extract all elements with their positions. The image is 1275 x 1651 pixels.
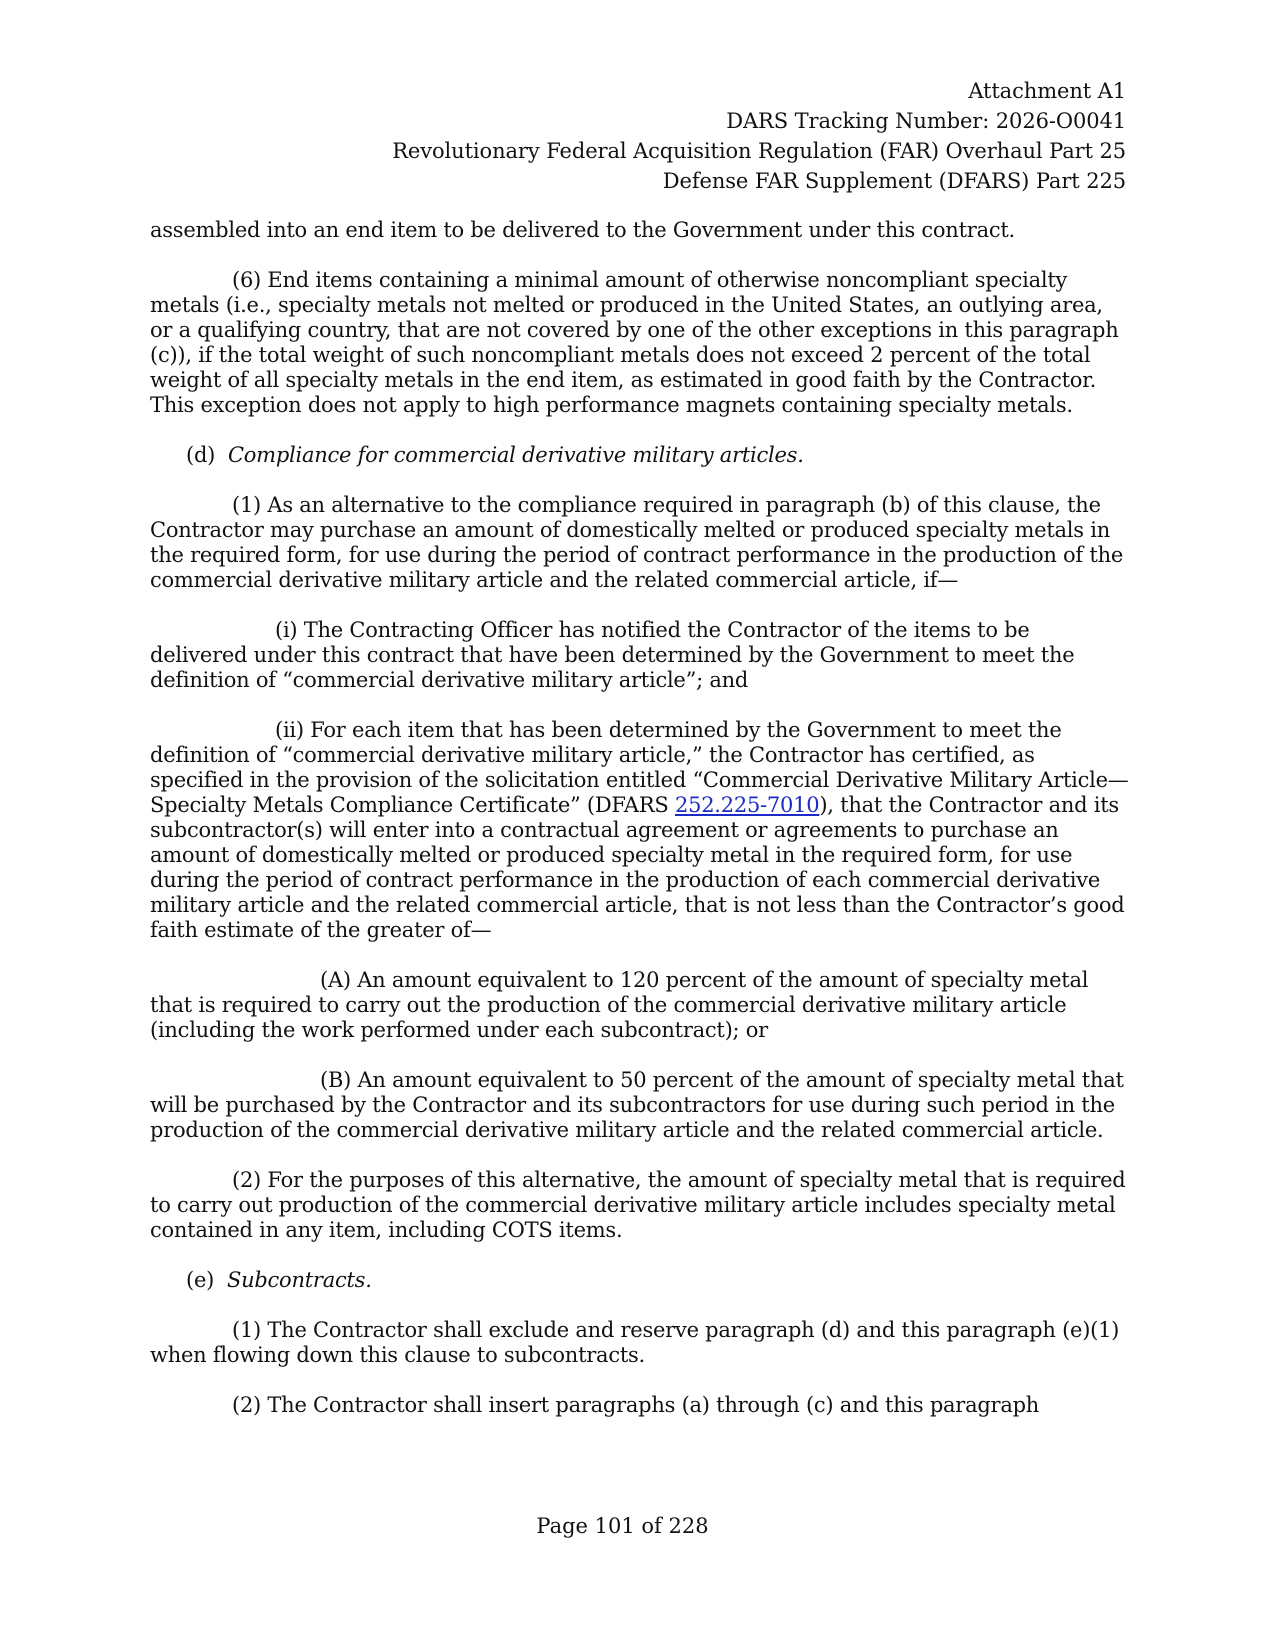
paragraph-d1-i: (i) The Contracting Officer has notified the Contractor of the items to be delivered under this contract that have been determined by the Government to meet the definition of “commercial derivative military article”; and	[150, 618, 1075, 692]
paragraph-c6: (6) End items containing a minimal amount of otherwise noncompliant specialty metals (i.e., specialty metals not melted or produced in the United States, an outlying area, or a qualifying country, that are not covered by one of the other exceptions in this paragraph (c)), if the total weight of such noncompliant metals does not exceed 2 percent of the total weight of all specialty metals in the end item, as estimated in good faith by the Contractor. This exception does not apply to high performance magnets containing specialty metals.	[150, 268, 1119, 417]
paragraph-e-label: (e)	[186, 1268, 215, 1292]
document-body	[150, 218, 1130, 1418]
dfars-252-225-7010-link[interactable]: 252.225-7010	[674, 793, 820, 817]
paragraph-e2: (2) The Contractor shall insert paragraphs (a) through (c) and this paragraph	[232, 1393, 1040, 1417]
paragraph-d-label: (d)	[186, 443, 216, 467]
paragraph-d-heading	[150, 443, 1130, 468]
paragraph-d2: (2) For the purposes of this alternative, the amount of specialty metal that is required to carry out production of the commercial derivative military article includes specialty metal contained in any item, including COTS items.	[150, 1168, 1126, 1242]
page-header	[392, 76, 1126, 196]
header-attachment: Attachment A1	[968, 79, 1126, 103]
page-footer	[0, 1514, 1275, 1539]
paragraph-e1: (1) The Contractor shall exclude and reserve paragraph (d) and this paragraph (e)(1) when flowing down this clause to subcontracts.	[150, 1318, 1120, 1367]
paragraph-d-title: Compliance for commercial derivative military articles.	[227, 443, 804, 467]
paragraph-e-heading	[150, 1268, 1130, 1293]
paragraph-d1-ii-text-end: ), that the Contractor and its subcontractor(s) will enter into a contractual agreement or agreements to purchase an amount of domestically melted or produced specialty metal in the required form, for use during the period of contract performance in the production of each commercial derivative military article and the related commercial article, that is not less than the Contractor’s good faith estimate of the greater of—	[150, 793, 1125, 942]
paragraph-d1-ii-text-start: (ii) For each item that has been determined by the Government to meet the definition of “commercial derivative military article,” the Contractor has certified, as specified in the provision of the solicitation entitled “Commercial Derivative Military Article—Specialty Metals Compliance Certificate” (DFARS	[150, 718, 1129, 817]
page-number: Page 101 of 228	[536, 1514, 709, 1538]
header-far-part: Revolutionary Federal Acquisition Regulation (FAR) Overhaul Part 25	[392, 139, 1126, 163]
paragraph-d1: (1) As an alternative to the compliance required in paragraph (b) of this clause, the Contractor may purchase an amount of domestically melted or produced specialty metals in the required form, for use during the period of contract performance in the production of the commercial derivative military article and the related commercial article, if—	[150, 493, 1124, 592]
continued-paragraph: assembled into an end item to be delivered to the Government under this contract.	[150, 218, 1015, 242]
paragraph-e-title: Subcontracts.	[226, 1268, 372, 1292]
header-tracking-number: DARS Tracking Number: 2026-O0041	[726, 109, 1126, 133]
paragraph-d1-ii-B: (B) An amount equivalent to 50 percent of the amount of specialty metal that will be purchased by the Contractor and its subcontractors for use during such period in the production of the commercial derivative military article and the related commercial article.	[150, 1068, 1124, 1142]
paragraph-d1-ii	[150, 718, 1130, 943]
header-dfars-part: Defense FAR Supplement (DFARS) Part 225	[662, 169, 1126, 193]
paragraph-d1-ii-A: (A) An amount equivalent to 120 percent of the amount of specialty metal that is required to carry out the production of the commercial derivative military article (including the work performed under each subcontract); or	[150, 968, 1089, 1042]
